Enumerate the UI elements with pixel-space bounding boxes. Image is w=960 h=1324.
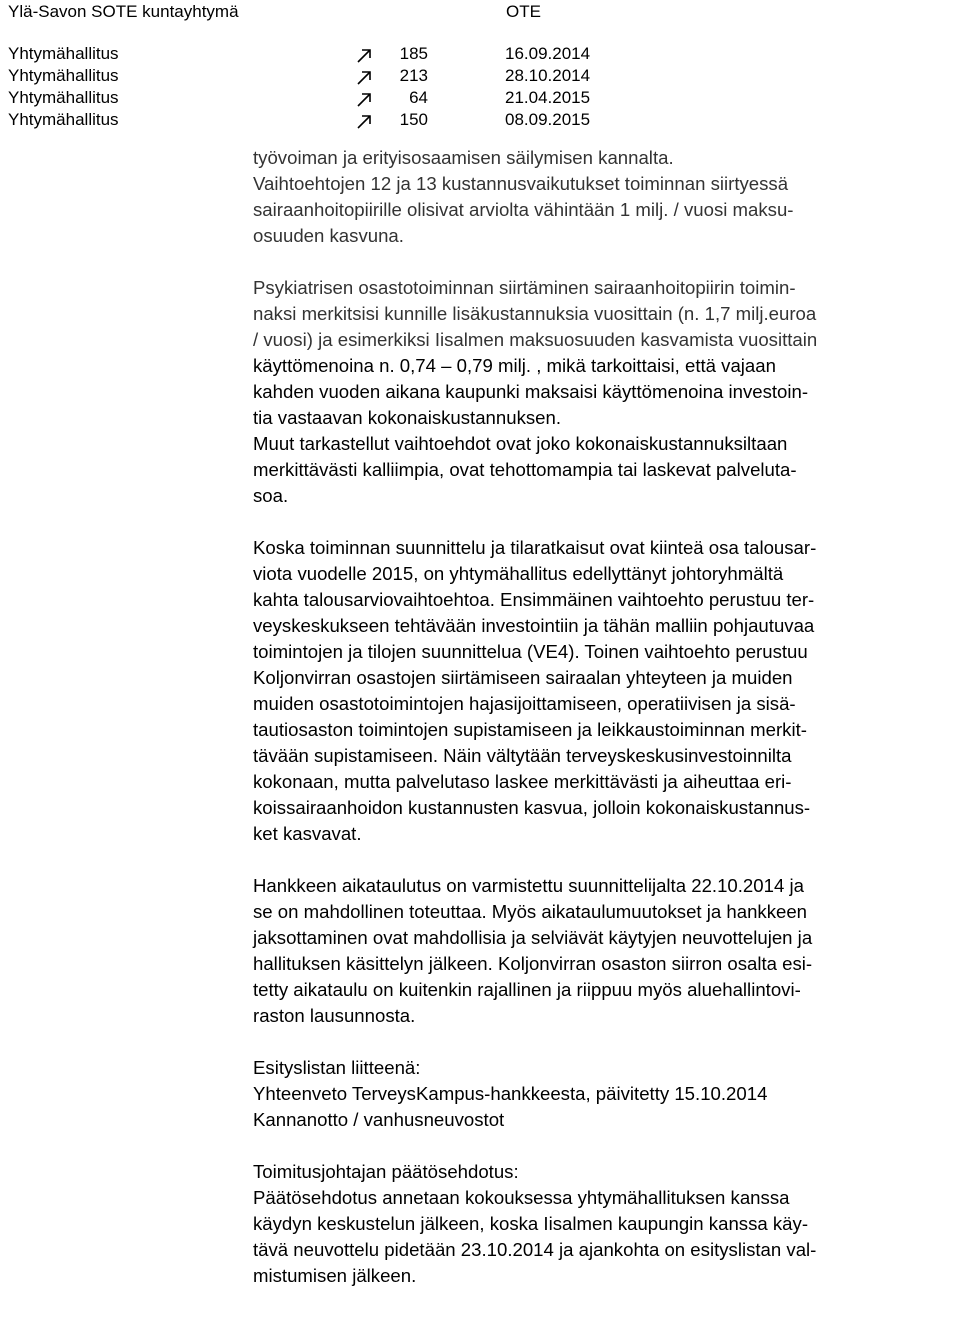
reference-body: Yhtymähallitus <box>8 88 119 107</box>
paragraph-psychiatry <box>253 275 953 509</box>
text-line: soa. <box>253 485 289 506</box>
reference-number: 185 <box>399 44 428 63</box>
reference-number: 64 <box>409 88 428 107</box>
text-line: työvoiman ja erityisosaamisen säilymisen kannalta. <box>253 147 674 168</box>
text-line: käyttömenoina n. 0,74 – 0,79 milj. , mikä tarkoittaisi, että vajaan <box>253 355 776 376</box>
text-line: naksi merkitsisi kunnille lisäkustannuksia vuosittain (n. 1,7 milj.euroa <box>253 303 817 324</box>
paragraph-attachments <box>253 1055 953 1133</box>
text-line: hallituksen käsittelyn jälkeen. Koljonvirran osaston siirron osalta esi- <box>253 953 813 974</box>
text-line: sairaanhoitopiirille olisivat arviolta vähintään 1 milj. / vuosi maksu- <box>253 199 794 220</box>
text-line: tia vastaavan kokonaiskustannuksen. <box>253 407 562 428</box>
reference-arrow-icon <box>355 46 373 64</box>
text-line: mistumisen jälkeen. <box>253 1265 417 1286</box>
text-line: Muut tarkastellut vaihtoehdot ovat joko kokonaiskustannuksiltaan <box>253 433 788 454</box>
organization-name: Ylä-Savon SOTE kuntayhtymä <box>8 2 239 21</box>
reference-number: 150 <box>399 110 428 129</box>
text-line: raston lausunnosta. <box>253 1005 416 1026</box>
attachment-item: Kannanotto / vanhusneuvostot <box>253 1109 505 1130</box>
paragraph-cost-effects <box>253 145 953 249</box>
reference-body: Yhtymähallitus <box>8 44 119 63</box>
text-line: Koska toiminnan suunnittelu ja tilaratkaisut ovat kiinteä osa talousar- <box>253 537 817 558</box>
reference-date: 08.09.2015 <box>505 110 591 129</box>
reference-arrow-icon <box>355 112 373 130</box>
document-body <box>253 145 953 1289</box>
reference-arrow-icon <box>355 90 373 108</box>
text-line: / vuosi) ja esimerkiksi Iisalmen maksuosuuden kasvamista vuosittain <box>253 329 818 350</box>
reference-body: Yhtymähallitus <box>8 66 119 85</box>
reference-date: 28.10.2014 <box>505 66 591 85</box>
text-line: Päätösehdotus annetaan kokouksessa yhtymähallituksen kanssa <box>253 1187 790 1208</box>
document-type: OTE <box>506 2 541 21</box>
text-line: kahta talousarviovaihtoehtoa. Ensimmäinen vaihtoehto perustuu ter- <box>253 589 815 610</box>
text-line: muiden osastotoimintojen hajasijoittamiseen, operatiivisen ja sisä- <box>253 693 796 714</box>
text-line: viota vuodelle 2015, on yhtymähallitus edellyttänyt johtoryhmältä <box>253 563 784 584</box>
reference-number: 213 <box>399 66 428 85</box>
text-line: tautiosaston toimintojen supistamiseen ja leikkaustoiminnan merkit- <box>253 719 807 740</box>
text-line: se on mahdollinen toteuttaa. Myös aikataulumuutokset ja hankkeen <box>253 901 808 922</box>
text-line: tetty aikataulu on kuitenkin rajallinen ja riippuu myös aluehallintovi- <box>253 979 801 1000</box>
text-line: Hankkeen aikataulutus on varmistettu suunnittelijalta 22.10.2014 ja <box>253 875 804 896</box>
text-line: Psykiatrisen osastotoiminnan siirtäminen sairaanhoitopiirin toimin- <box>253 277 796 298</box>
text-line: veyskeskukseen tehtävään investointiin ja tähän malliin pohjautuvaa <box>253 615 815 636</box>
text-line: osuuden kasvuna. <box>253 225 404 246</box>
attachment-item: Yhteenveto TerveysKampus-hankkeesta, päivitetty 15.10.2014 <box>253 1083 768 1104</box>
reference-body: Yhtymähallitus <box>8 110 119 129</box>
reference-date: 16.09.2014 <box>505 44 591 63</box>
paragraph-schedule <box>253 873 953 1029</box>
text-line: koissairaanhoidon kustannusten kasvua, jolloin kokonaiskustannus- <box>253 797 811 818</box>
text-line: ket kasvavat. <box>253 823 362 844</box>
reference-arrow-icon <box>355 68 373 86</box>
text-line: merkittävästi kalliimpia, ovat tehottomampia tai laskevat palveluta- <box>253 459 797 480</box>
text-line: tävä neuvottelu pidetään 23.10.2014 ja ajankohta on esityslistan val- <box>253 1239 817 1260</box>
attachments-heading: Esityslistan liitteenä: <box>253 1057 421 1078</box>
text-line: käydyn keskustelun jälkeen, koska Iisalmen kaupungin kanssa käy- <box>253 1213 809 1234</box>
text-line: tävään supistamiseen. Näin vältytään terveyskeskusinvestoinnilta <box>253 745 792 766</box>
text-line: toimintojen ja tilojen suunnittelua (VE4). Toinen vaihtoehto perustuu <box>253 641 808 662</box>
paragraph-proposal <box>253 1159 953 1289</box>
proposal-heading: Toimitusjohtajan päätösehdotus: <box>253 1161 519 1182</box>
paragraph-budget-options <box>253 535 953 847</box>
text-line: Vaihtoehtojen 12 ja 13 kustannusvaikutukset toiminnan siirtyessä <box>253 173 789 194</box>
text-line: kahden vuoden aikana kaupunki maksaisi käyttömenoina investoin- <box>253 381 809 402</box>
text-line: kokonaan, mutta palvelutaso laskee merkittävästi ja aiheuttaa eri- <box>253 771 792 792</box>
text-line: jaksottaminen ovat mahdollisia ja selviävät käytyjen neuvottelujen ja <box>253 927 813 948</box>
text-line: Koljonvirran osastojen siirtämiseen sairaalan yhteyteen ja muiden <box>253 667 793 688</box>
reference-date: 21.04.2015 <box>505 88 591 107</box>
